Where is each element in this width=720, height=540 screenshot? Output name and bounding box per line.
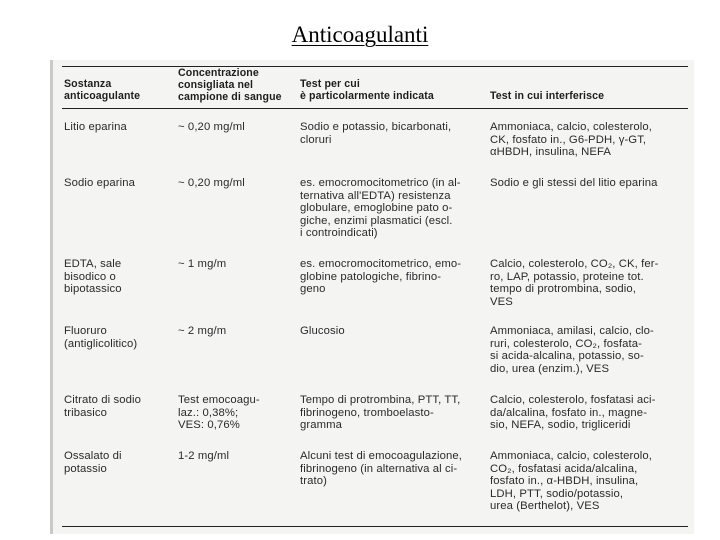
- row-indicated-tests: Glucosio: [300, 325, 345, 337]
- row-interfering-tests: Ammoniaca, calcio, colesterolo, CK, fosfato in., G6-PDH, γ-GT, αHBDH, insulina, NEFA: [490, 121, 652, 159]
- row-indicated-tests: Sodio e potassio, bicarbonati, cloruri: [300, 121, 452, 146]
- row-substance: Fluoruro (antiglicolitico): [64, 325, 138, 350]
- header-indicated-tests: Test per cui è particolarmente indicata: [300, 78, 434, 102]
- row-interfering-tests: Calcio, colesterolo, CO₂, CK, fer- ro, LAP, potassio, proteine tot. tempo di protrombina, sodio, VES: [490, 258, 659, 308]
- row-interfering-tests: Calcio, colesterolo, fosfatasi aci- da/alcalina, fosfato in., magne- sio, NEFA, sodio, trigliceridi: [490, 394, 656, 432]
- header-bottom-rule: [62, 108, 688, 109]
- table-top-rule: [62, 66, 688, 67]
- row-interfering-tests: Sodio e gli stessi del litio eparina: [490, 177, 658, 189]
- row-interfering-tests: Ammoniaca, amilasi, calcio, clo- ruri, colesterolo, CO₂, fosfata- si acida-alcalina, potassio, so- dio, urea (enzim.), VES: [490, 325, 654, 375]
- row-concentration: ~ 0,20 mg/ml: [178, 177, 245, 189]
- row-substance: Citrato di sodio tribasico: [64, 394, 141, 419]
- row-substance: EDTA, sale bisodico o bipotassico: [64, 258, 122, 296]
- row-substance: Ossalato di potassio: [64, 450, 122, 475]
- scan-left-edge: [50, 60, 53, 534]
- row-concentration: ~ 2 mg/m: [178, 325, 227, 337]
- slide-title: Anticoagulanti: [291, 22, 429, 47]
- row-concentration: ~ 1 mg/m: [178, 258, 227, 270]
- row-concentration: Test emocoagu- laz.: 0,38%; VES: 0,76%: [178, 394, 260, 432]
- row-interfering-tests: Ammoniaca, calcio, colesterolo, CO₂, fosfatasi acida/alcalina, fosfato in., α-HBDH, insulina, LDH, PTT, sodio/potassio, urea (Berthelot), VES: [490, 450, 652, 513]
- table-bottom-rule: [62, 526, 688, 527]
- header-substance: Sostanza anticoagulante: [64, 78, 141, 102]
- row-indicated-tests: Tempo di protrombina, PTT, TT, fibrinogeno, tromboelasto- gramma: [300, 394, 461, 432]
- row-concentration: ~ 0,20 mg/ml: [178, 121, 245, 133]
- header-concentration: Concentrazione consigliata nel campione di sangue: [178, 67, 282, 103]
- header-interfering-tests: Test in cui interferisce: [490, 90, 605, 102]
- row-substance: Litio eparina: [64, 121, 127, 133]
- row-concentration: 1-2 mg/ml: [178, 450, 230, 462]
- row-indicated-tests: es. emocromocitometrico, emo- globine patologiche, fibrino- geno: [300, 258, 462, 296]
- row-indicated-tests: Alcuni test di emocoagulazione, fibrinogeno (in alternativa al ci- trato): [300, 450, 462, 488]
- row-substance: Sodio eparina: [64, 177, 136, 189]
- row-indicated-tests: es. emocromocitometrico (in al- ternativa all'EDTA) resistenza globulare, emoglobine pato o- giche, enzimi plasmatici (escl. i controindicati): [300, 177, 461, 240]
